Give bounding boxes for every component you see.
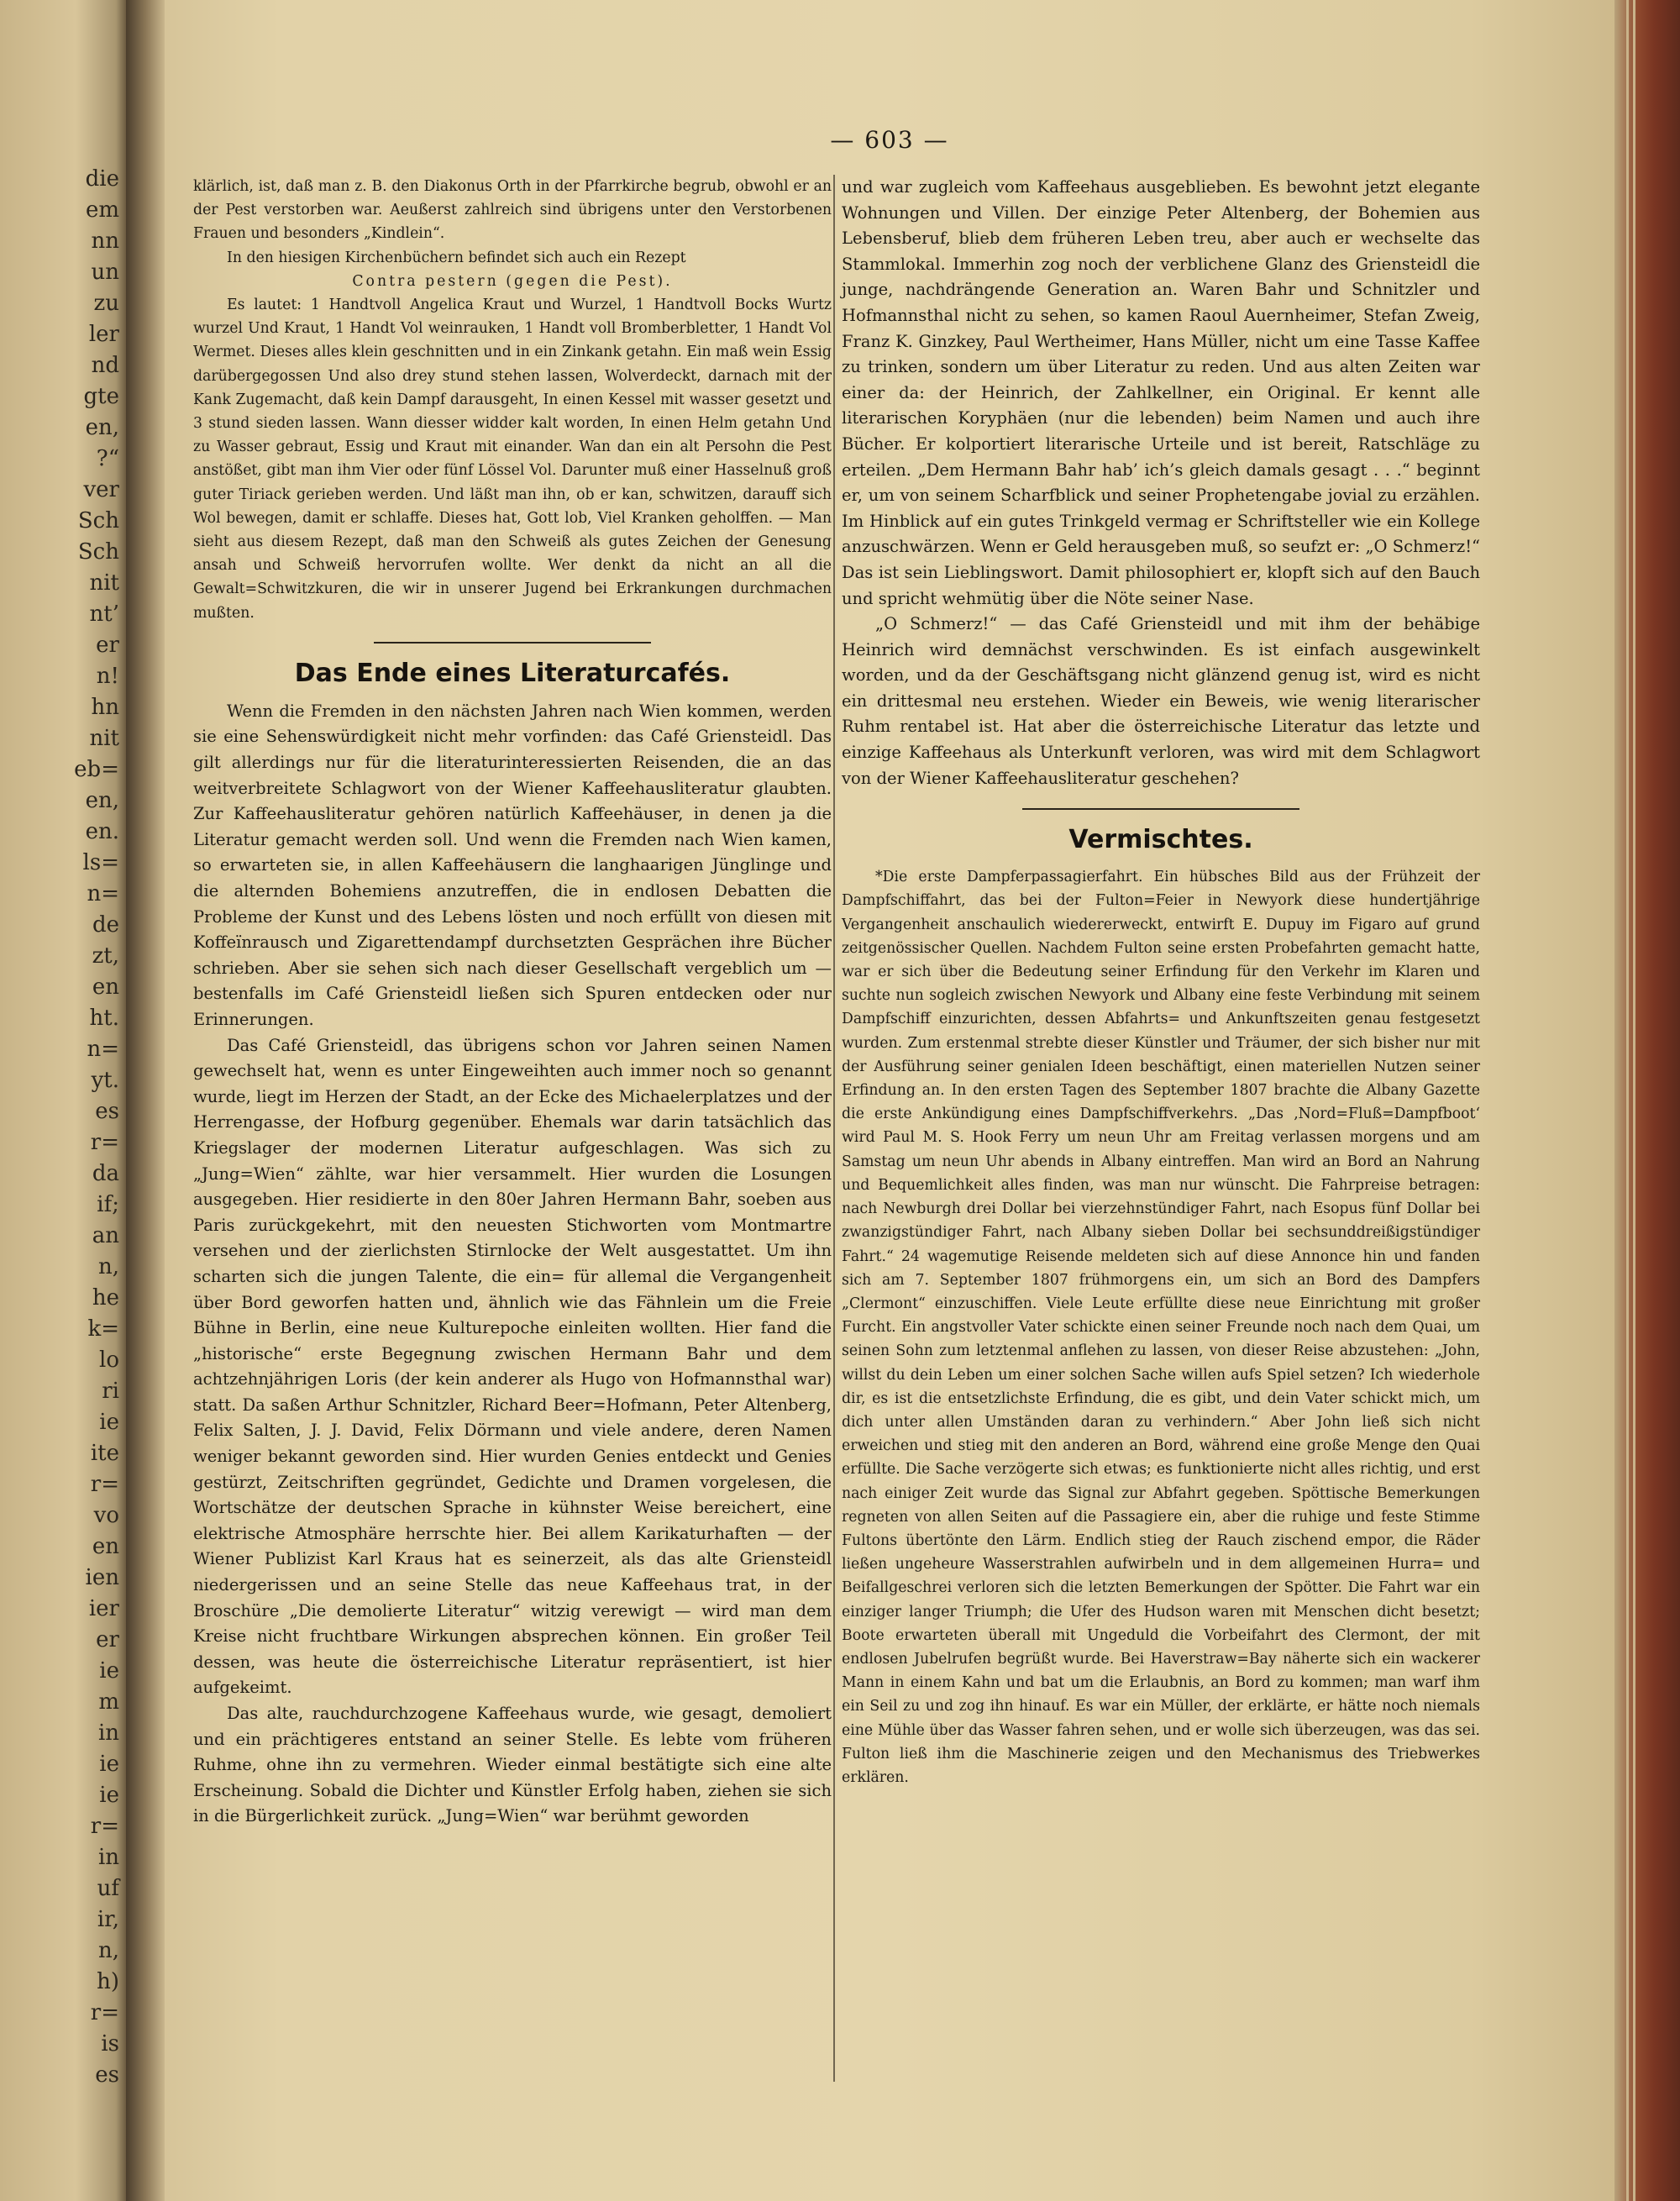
left-margin-fragment: ie (99, 1410, 119, 1435)
left-margin-fragment: h) (97, 1969, 119, 1994)
left-margin-fragment: ie (99, 1783, 119, 1808)
left-margin-fragment: an (92, 1223, 119, 1248)
left-margin-fragment: Sch (77, 508, 119, 533)
left-margin-fragment: ie (99, 1752, 119, 1777)
left-margin-fragment: en. (85, 819, 119, 844)
left-margin-fragment: ri (102, 1379, 119, 1404)
article-paragraph: Das Café Griensteidl, das übrigens schon vor Jahren seinen Namen gewechselt hat, wenn es unter Eingeweihten auch immer noch so genannt wurde, liegt im Herzen der Stadt, an der Ecke des Michaelerplatzes und der Herrengasse, der Hofburg gegenüber. Ehemals war darin tatsächlich das Kriegslager der modernen Literatur aufgeschlagen. Was sich zu „Jung=Wien“ zählte, war hier versammelt. Hier wurden die Losungen ausgegeben. Hier residierte in den 80er Jahren Hermann Bahr, soeben aus Paris zurückgekehrt, mit den neuesten Stichworten vom Montmartre versehen und der zierlichsten Stirnlocke der Welt ausgestattet. Um ihn scharten sich die jungen Talente, die ein= für allemal die Vergangenheit über Bord geworfen hatten und, ähnlich wie das Fähnlein um die Freie Bühne in Berlin, eine neue Kulturepoche einleiten wollten. Hier fand die „historische“ erste Begegnung zwischen Hermann Bahr und dem achtzehnjährigen Loris (der kein anderer als Hugo von Hofmannsthal war) statt. Da saßen Arthur Schnitzler, Richard Beer=Hofmann, Peter Altenberg, Felix Salten, J. J. David, Felix Dörmann und viele andere, deren Namen weniger bekannt geworden sind. Hier wurden Genies entdeckt und Genies gestürzt, Zeitschriften gegründet, Gedichte und Dramen vorgelesen, die Wortschätze der deutschen Sprache in kühnster Weise bereichert, eine elektrische Atmosphäre herrschte hier. Bei allem Karikaturhaften — der Wiener Publizist Karl Kraus hat es seinerzeit, als das alte Griensteidl niedergerissen und an seine Stelle das neue Kaffeehaus trat, in der Broschüre „Die demolierte Literatur“ witzig verewigt — wird man dem Kreise nicht fruchtbare Wirkungen absprechen können. Ein großer Teil dessen, was heute die österreichische Literatur repräsentiert, ist hier aufgekeimt. (193, 1035, 832, 1698)
plague-text-paragraph: klärlich, ist, daß man z. B. den Diakonus Orth in der Pfarrkirche begrub, obwohl er an der Pest verstorben war. Aeußerst zahlreich sind übrigens unter den Verstorbenen Frauen und besonders „Kindlein“. (193, 178, 832, 243)
left-margin-fragment: hn (91, 695, 119, 720)
left-margin-fragment: ?“ (96, 446, 119, 471)
left-margin-fragment: nit (89, 570, 119, 596)
book-binding-edge (1614, 0, 1680, 2201)
plague-recipe-intro: In den hiesigen Kirchenbüchern befindet sich auch ein Rezept (227, 249, 686, 266)
left-margin-fragment: n, (97, 1938, 119, 1963)
left-margin-fragment: ie (99, 1658, 119, 1684)
article-headline-literaturcafe: Das Ende eines Literaturcafés. (294, 658, 731, 688)
left-margin-fragment: nd (91, 353, 119, 378)
section-divider (1022, 808, 1299, 810)
section-headline-vermischtes: Vermischtes. (1068, 825, 1253, 855)
left-margin-fragment: die (85, 166, 119, 192)
left-margin-fragment: in (97, 1720, 119, 1746)
left-margin-fragment: n, (97, 1254, 119, 1279)
left-margin-fragment: r= (90, 2000, 119, 2025)
left-margin-fragment: de (92, 912, 119, 938)
left-margin-fragment: ir, (97, 1907, 119, 1932)
page-number: — 603 — (830, 126, 949, 154)
left-margin-fragment: es (95, 1099, 119, 1124)
left-margin-fragment: zt, (92, 943, 119, 969)
left-facing-page-edge (0, 0, 126, 2201)
left-margin-fragment: if; (97, 1192, 119, 1217)
left-margin-fragment: n= (87, 881, 119, 906)
binding-stripe (1633, 0, 1635, 2201)
left-margin-fragment: un (91, 260, 119, 285)
left-margin-fragment: k= (87, 1316, 119, 1342)
left-column (193, 175, 832, 1830)
left-margin-fragment: vo (93, 1503, 119, 1528)
left-margin-fragment: ier (88, 1596, 119, 1621)
plague-recipe-text: Es lautet: 1 Handtvoll Angelica Kraut und Wurzel, 1 Handtvoll Bocks Wurtz wurzel Und Kraut, 1 Handt Vol weinrauken, 1 Handt voll Bromberbletter, 1 Handt Vol Wermet. Dieses alles klein geschnitten und in ein Zinkank getahn. Ein maß wein Essig darübergegossen Und also drey stund stehen lassen, Wolverdeckt, darnach mit der Kank Zugemacht, daß kein Dampf darausgeht, In einen Kessel mit wasser gesetzt und 3 stund sieden lassen. Wann diesser widder kalt worden, In einen Helm getahn Und zu Wasser gebraut, Essig und Kraut mit einander. Wan dan ein alt Persohn die Pest anstößet, gibt man ihm Vier oder fünf Lössel Vol. Darunter muß einer Hasselnuß groß guter Tiriack gerieben werden. Und läßt man ihn, ob er kan, schwitzen, darauff sich Wol bewegen, damit er schlaffe. Dieses hat, Gott lob, Viel Kranken geholffen. — Man sieht aus diesem Rezept, daß man den Schweiß als gutes Zeichen der Genesung ansah und Schweiß hervorrufen wollte. Wer denkt da nicht an all die Gewalt=Schwitzkuren, die wir in unserer Jugend bei Erkrankungen durchmachen mußten. (193, 297, 832, 622)
article-paragraph: Wenn die Fremden in den nächsten Jahren nach Wien kommen, werden sie eine Sehenswürdigkeit nicht mehr vorfinden: das Café Griensteidl. Das gilt allerdings nur für die literaturinteressierten Reisenden, die an das weitverbreitete Schlagwort von der Wiener Kaffeehausliteratur glaubten. Zur Kaffeehausliteratur gehören natürlich Kaffeehäuser, in denen ja die Literatur gemacht werden soll. Und wenn die Fremden nach Wien kamen, so erwarteten sie, in allen Kaffeehäusern die langhaarigen Jünglinge und die alternden Bohemiens anzutreffen, die in endlosen Debatten die Probleme der Kunst und des Lebens lösten und noch erfüllt von diesen mit Koffeïnrausch und Zigarettendampf durchsetzten Gesprächen ihre Bücher schrieben. Aber sie sehen sich nach dieser Gesellschaft vergeblich um — bestenfalls im Café Griensteidl ließen sich Spuren entdecken oder nur Erinnerungen. (193, 701, 832, 1029)
left-margin-fragment: yt. (91, 1068, 119, 1093)
left-margin-fragment: es (95, 2062, 119, 2088)
left-margin-fragment: en, (85, 415, 119, 440)
left-margin-fragment: ite (90, 1441, 119, 1466)
left-margin-fragment: uf (97, 1876, 119, 1901)
left-margin-fragment: n! (96, 664, 119, 689)
left-margin-fragment: er (96, 633, 119, 658)
left-margin-fragment: ls= (82, 850, 119, 875)
left-margin-fragment: nit (89, 726, 119, 751)
left-margin-fragment: ler (88, 322, 119, 347)
left-margin-fragment: ien (85, 1565, 119, 1590)
left-margin-fragment: gte (83, 384, 119, 409)
left-margin-fragment: eb= (74, 757, 119, 782)
left-margin-fragment: en (92, 974, 119, 1000)
section-divider (374, 642, 651, 643)
column-rule (833, 175, 835, 2082)
article-paragraph: Das alte, rauchdurchzogene Kaffeehaus wurde, wie gesagt, demoliert und ein prächtigeres entstand an seiner Stelle. Es lebte vom früheren Ruhme, ohne ihn zu vermehren. Wieder einmal bestätigte sich eine alte Erscheinung. Sobald die Dichter und Künstler Erfolg haben, ziehen sie sich in die Bürgerlichkeit zurück. „Jung=Wien“ war berühmt geworden (193, 1704, 832, 1826)
left-margin-fragment: zu (93, 291, 119, 316)
binding-stripe (1626, 0, 1629, 2201)
left-margin-fragment: ht. (89, 1006, 119, 1031)
left-margin-fragment: r= (90, 1814, 119, 1839)
plague-recipe-title: Contra pestern (gegen die Pest). (352, 272, 673, 290)
book-gutter (126, 0, 165, 2201)
left-margin-fragment: nn (91, 229, 119, 254)
right-column (842, 175, 1480, 1789)
left-margin-fragment: r= (90, 1130, 119, 1155)
left-margin-fragment: nt’ (89, 601, 119, 627)
left-margin-fragment: m (98, 1689, 119, 1715)
left-margin-fragment: r= (90, 1472, 119, 1497)
miscellany-item-dampfer: *Die erste Dampferpassagierfahrt. Ein hübsches Bild aus der Frühzeit der Dampfschiffahrt, das bei der Fulton=Feier in Newyork diese hundertjährige Vergangenheit anschaulich wiedererweckt, entwirft E. Dupuy im Figaro auf grund zeitgenössischer Quellen. Nachdem Fulton seine ersten Probefahrten gemacht hatte, war er sich über die Bedeutung seiner Erfindung für den Verkehr im Klaren und suchte nun sogleich zwischen Newyork und Albany eine feste Verbindung mit seinem Dampfschiff einzurichten, dessen Abfahrts= und Ankunftszeiten genau festgesetzt wurden. Zum erstenmal strebte dieser Künstler und Träumer, der sich bisher nur mit der Ausführung seiner genialen Ideen beschäftigt, einen materiellen Nutzen seiner Erfindung an. In den ersten Tagen des September 1807 brachte die Albany Gazette die erste Ankündigung eines Dampfschiffverkehrs. „Das ‚Nord=Fluß=Dampfboot‘ wird Paul M. S. Hook Ferry um neun Uhr am Freitag verlassen morgens und am Samstag um neun Uhr abends in Albany eintreffen. Man wird an Bord an Nahrung und Bequemlichkeit alles finden, was man nur wünscht. Die Fahrpreise betragen: nach Newburgh drei Dollar bei vierzehnstündiger Fahrt, nach Esopus fünf Dollar bei zwanzigstündiger Fahrt, nach Albany sieben Dollar bei sechsunddreißigstündiger Fahrt.“ 24 wagemutige Reisende meldeten sich auf diese Annonce hin und fanden sich am 7. September 1807 frühmorgens ein, um sich an Bord des Dampfers „Clermont“ einzuschiffen. Viele Leute erfüllte diese neue Einrichtung mit großer Furcht. Ein angstvoller Vater schickte einen seiner Freunde noch nach dem Quai, um seinen Sohn zum letztenmal anflehen zu lassen, von dieser Reise abzustehen: „John, willst du dein Leben um einer solchen Sache willen aufs Spiel setzen? Ich wiederhole dir, es ist die entsetzlichste Erfindung, die es gibt, und dein Vater schickt mich, um dich unter allen Umständen daran zu verhindern.“ Aber John ließ sich nicht erweichen und stieg mit den anderen an Bord, während eine große Menge den Quai erfüllte. Die Sache verzögerte sich etwas; es funktionierte nicht alles richtig, und erst nach einiger Zeit wurde das Signal zur Abfahrt gegeben. Spöttische Bemerkungen regneten von allen Seiten auf die Passagiere ein, aber die ruhige und feste Stimme Fultons übertönte den Lärm. Endlich stieg der Rauch zischend empor, die Räder ließen ungeheure Wasserstrahlen aufwirbeln und in dem allgemeinen Hurra= und Beifallgeschrei verloren sich die letzten Bemerkungen der Spötter. Die Fahrt war ein einziger langer Triumph; die Ufer des Hudson waren mit Menschen dicht besetzt; Boote erwarteten überall mit Ungeduld die Vorbeifahrt des Clermont, der mit endlosen Jubelrufen begrüßt wurde. Bei Haverstraw=Bay näherte sich ein wackerer Mann in einem Kahn und bat um die Erlaubnis, an Bord zu kommen; man warf ihm ein Seil zu und zog ihn hinauf. Es war ein Müller, der erklärte, er hätte noch niemals eine Mühle über das Wasser fahren sehen, und er wolle sich überzeugen, was das sei. Fulton ließ ihm die Maschinerie zeigen und den Mechanismus des Triebwerkes erklären. (842, 869, 1480, 1786)
newspaper-page (165, 0, 1614, 2201)
left-margin-fragment: ver (83, 477, 119, 502)
left-margin-fragment: Sch (77, 539, 119, 565)
left-margin-fragment: lo (99, 1347, 119, 1373)
left-margin-fragment: er (96, 1627, 119, 1652)
left-margin-fragment: in (97, 1845, 119, 1870)
left-margin-fragment: en, (85, 788, 119, 813)
left-margin-fragment: is (101, 2031, 119, 2057)
article-paragraph: „O Schmerz!“ — das Café Griensteidl und mit ihm der behäbige Heinrich wird demnächst verschwinden. Es ist einfach ausgewinkelt worden, und da der Geschäftsgang nicht glänzend genug ist, wird es nicht ein drittesmal neu erstehen. Wieder ein Beweis, wie wenig literarischer Ruhm rentabel ist. Hat aber die österreichische Literatur das letzte und einzige Kaffeehaus als Unterkunft verloren, was wird mit dem Schlagwort von der Wiener Kaffeehausliteratur geschehen? (842, 614, 1480, 788)
left-margin-fragment: da (92, 1161, 119, 1186)
left-margin-fragment: en (92, 1534, 119, 1559)
left-margin-fragment: he (92, 1285, 119, 1311)
left-margin-fragment: em (85, 197, 119, 223)
article-continuation-paragraph: und war zugleich vom Kaffeehaus ausgeblieben. Es bewohnt jetzt elegante Wohnungen und Villen. Der einzige Peter Altenberg, der Bohemien aus Lebensberuf, blieb dem früheren Leben treu, aber auch er wechselte das Stammlokal. Immerhin zog noch der verblichene Glanz des Griensteidl die junge, nachdrängende Generation an. Waren Bahr und Schnitzler und Hofmannsthal nicht zu sehen, so kamen Raoul Auernheimer, Stefan Zweig, Franz K. Ginzkey, Paul Wertheimer, Hans Müller, nicht um eine Tasse Kaffee zu trinken, sondern um über Literatur zu reden. Und aus alten Zeiten war einer da: der Heinrich, der Zahlkellner, ein Original. Er kennt alle literarischen Koryphäen (nur die lebenden) beim Namen und auch ihre Bücher. Er kolportiert literarische Urteile und ist bereit, Ratschläge zu erteilen. „Dem Hermann Bahr hab’ ich’s gleich damals gesagt . . .“ beginnt er, um von seinem Scharfblick und seiner Prophetengabe jovial zu erzählen. Im Hinblick auf ein gutes Trinkgeld vermag er Schriftsteller wie ein Kollege anzuschwärzen. Wenn er Geld herausgeben muß, so seufzt er: „O Schmerz!“ Das ist sein Lieblingswort. Damit philosophiert er, klopft sich auf den Bauch und spricht wehmütig über die Nöte seiner Nase. (842, 177, 1480, 608)
left-margin-fragment: n= (87, 1037, 119, 1062)
